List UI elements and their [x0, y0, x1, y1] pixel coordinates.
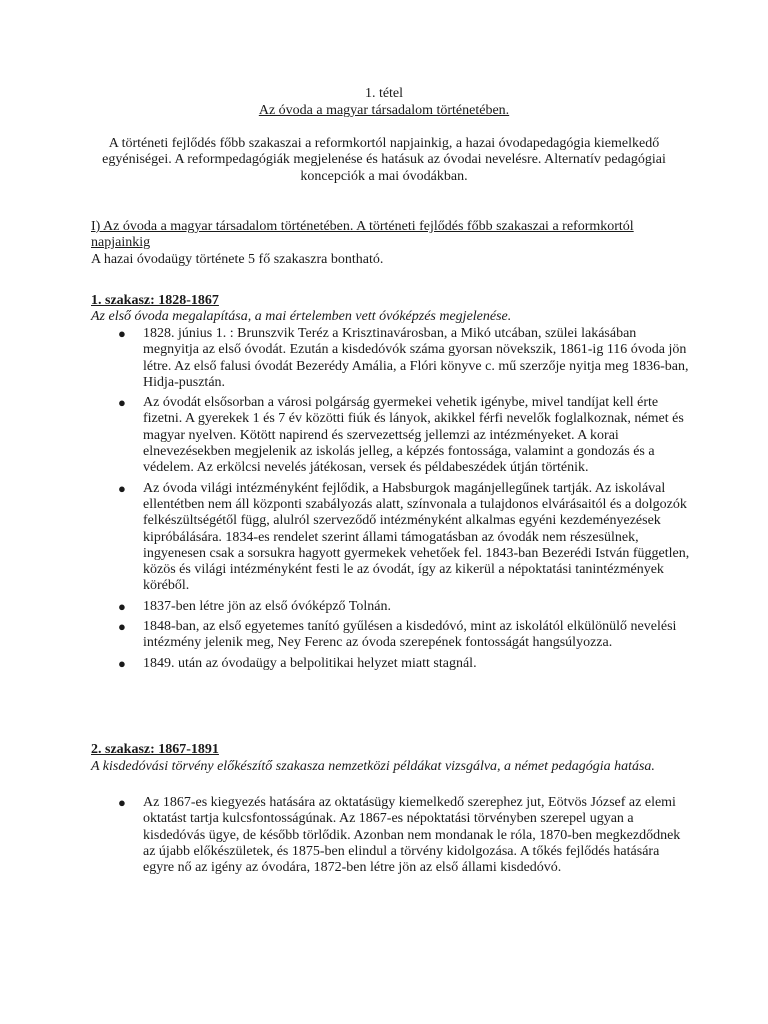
list-item-text: Az 1867-es kiegyezés hatására az oktatásügy kiemelkedő szerephez jut, Eötvös József az elemi oktatást tartja kulcsfontosságúnak. Az 1867-es népoktatási törvényben szerepel ugyan a kisdedóvás ügye, de később törlődik. Azonban nem mondanak le róla, 1870-ben megkezdődnek az újabb előkészületek, és 1875-ben elindul a törvény kidolgozása. A tőkés fejlődés hatására egyre nő az igény az óvodára, 1872-ben létre jön az első állami kisdedóvó.: [143, 795, 681, 876]
period-title: 2. szakasz: 1867-1891: [91, 742, 219, 757]
document-number: 1. tétel: [364, 86, 404, 101]
bullet-icon: ●: [118, 598, 126, 614]
list-item-text: Az óvodát elsősorban a városi polgárság gyermekei vehetik igénybe, mivel tandíjat kell érte fizetni. A gyerekek 1 és 7 év közötti fiúk és lányok, akikkel férfi nevelők foglalkoznak, német és magyar nyelven. Kötött napirend és szervezettség jellemzi az intézményeket. A korai elnevezésekben megjelenik az iskolás jelleg, a képzés fontossága, valamint a gondozás és a védelem. Az erkölcsi nevelés játékosan, versek és példabeszédek útján történik.: [143, 395, 684, 476]
period-bullet-list: [91, 326, 691, 672]
list-item-text: 1849. után az óvodaügy a belpolitikai helyzet miatt stagnál.: [143, 655, 477, 671]
period-bullet-list: [91, 795, 691, 876]
list-item: [91, 656, 691, 672]
list-item-text: Az óvoda világi intézményként fejlődik, a Habsburgok magánjellegűnek tartják. Az iskolával ellentétben nem áll központi szabályozás alatt, színvonala a tulajdonos elvárásaitól és a dolgozók felkészültségétől függ, alulról szerveződő intézményként alkalmas egyéni kezdeményezések kipróbálására. 1834-es rendelet szerint állami támogatásban az óvodák nem részesülnek, ingyenesen csak a sorsukra hagyott gyermekek vehetőek fel. 1843-ban Bezerédi István független, közös és világi intézményként festi le az óvodát, így az kikerül a népoktatási tanintézmények köréből.: [143, 480, 690, 594]
period-title: 1. szakasz: 1828-1867: [91, 293, 219, 308]
list-item-text: 1837-ben létre jön az első óvóképző Tolnán.: [143, 598, 391, 614]
bullet-icon: ●: [118, 619, 126, 635]
bullet-icon: ●: [118, 655, 126, 671]
period-subtitle: Az első óvoda megalapítása, a mai értelemben vett óvóképzés megjelenése.: [91, 309, 512, 324]
bullet-icon: ●: [118, 395, 126, 411]
list-item: [91, 619, 691, 652]
document-title-text: Az óvoda a magyar társadalom történetében.: [258, 103, 510, 118]
list-item-text: 1828. június 1. : Brunszvik Teréz a Krisztinavárosban, a Mikó utcában, szülei lakásában megnyitja az első óvodát. Ezután a kisdedóvók száma gyorsan növekszik, 1861-ig 116 óvoda jön létre. Az első falusi óvodát Bezerédy Amália, a Flóri könyve c. mű szerzője nyitja meg 1836-ban, Hidja-pusztán.: [143, 326, 689, 390]
bullet-icon: ●: [118, 795, 126, 810]
list-item-text: 1848-ban, az első egyetemes tanító gyűlésen a kisdedóvó, mint az iskolától elkülönülő nevelési intézmény jelenik meg, Ney Ferenc az óvoda szerepének fontosságát hangsúlyozza.: [143, 619, 677, 651]
document-title: [0, 103, 768, 119]
period-subtitle: A kisdedóvási törvény előkészítő szakasza nemzetközi példákat vizsgálva, a német pedagógia hatása.: [91, 759, 655, 774]
document-intro: A történeti fejlődés főbb szakaszai a reformkortól napjainkig, a hazai óvodapedagógia kiemelkedő egyéniségei. A reformpedagógiák megjelenése és hatásuk az óvodai nevelésre. Alternatív pedagógiai koncepciók a mai óvodákban.: [102, 136, 666, 184]
list-item: [91, 599, 691, 615]
list-item: [91, 395, 691, 476]
list-item: [91, 795, 691, 876]
section-heading: I) Az óvoda a magyar társadalom történetében. A történeti fejlődés főbb szakaszai a reformkortól napjainkig: [91, 219, 634, 251]
section-lead: A hazai óvodaügy története 5 fő szakaszra bontható.: [91, 252, 384, 267]
list-item: [91, 326, 691, 391]
bullet-icon: ●: [118, 480, 126, 496]
list-item: [91, 481, 691, 595]
bullet-icon: ●: [118, 326, 126, 341]
